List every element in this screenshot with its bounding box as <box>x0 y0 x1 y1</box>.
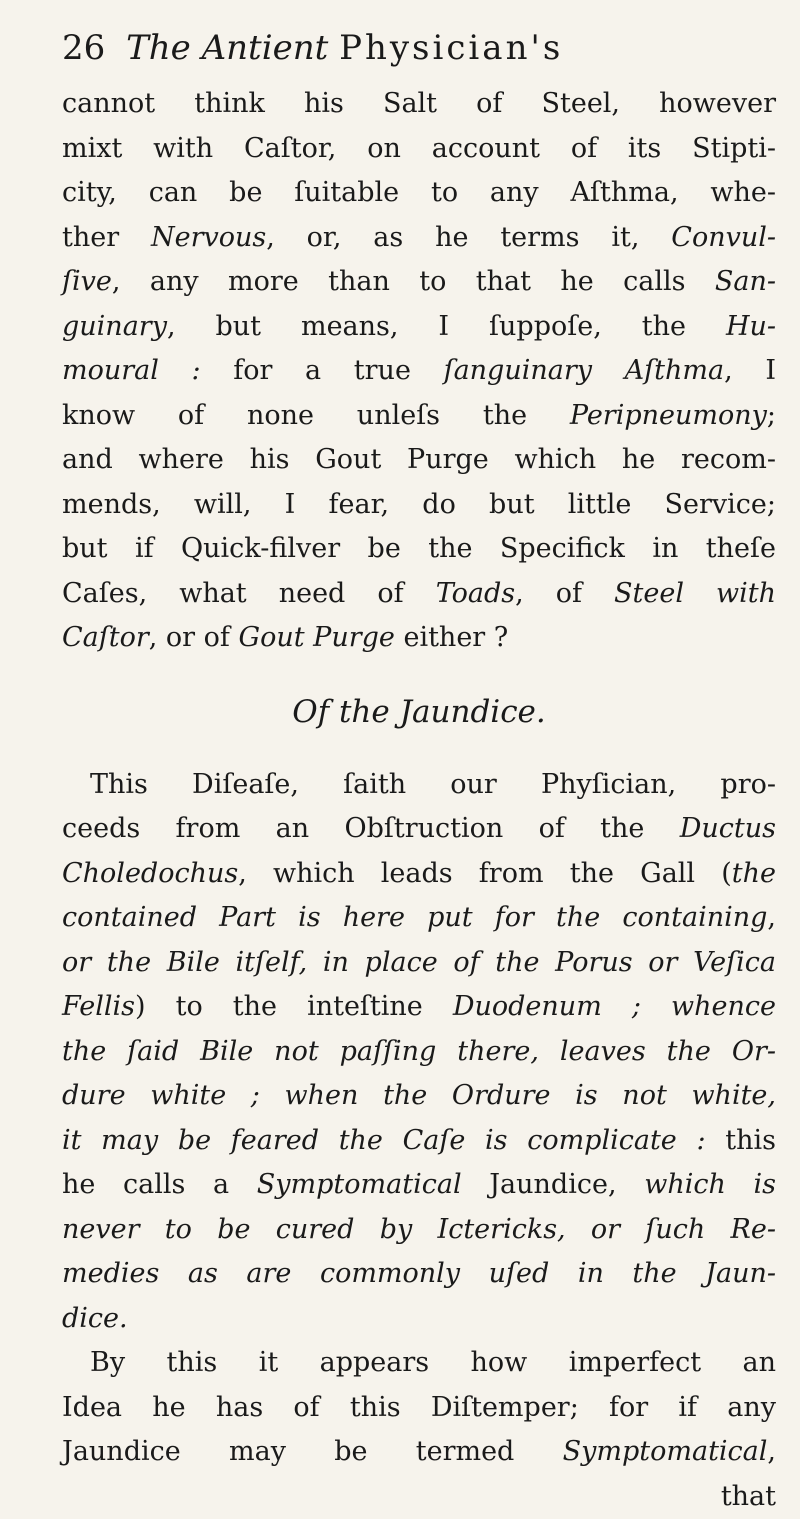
roman-text: Idea he has of this Diſtemper; for if any <box>62 1392 776 1423</box>
italic-text: never to be cured by Ictericks, or ſuch Re- <box>62 1214 776 1245</box>
roman-text: cannot think his Salt of Steel, however <box>62 88 776 119</box>
roman-text: either ? <box>395 622 508 653</box>
text-line <box>62 483 776 528</box>
roman-text: mixt with Caſtor, on account of its Stipti- <box>62 133 776 164</box>
body-text <box>62 82 776 1519</box>
italic-text: Caſtor <box>62 622 149 653</box>
text-line <box>62 171 776 216</box>
italic-text: Hu- <box>726 311 776 342</box>
italic-text: or the Bile itſelf, in place of the Porus or Veſica <box>62 947 776 978</box>
roman-text: he calls a <box>62 1169 257 1200</box>
roman-text: ; <box>767 400 776 431</box>
text-line <box>62 82 776 127</box>
text-line <box>62 1430 776 1475</box>
roman-text: but if Quick-filver be the Specifick in theſe <box>62 533 776 564</box>
italic-text: medies as are commonly uſed in the Jaun- <box>62 1258 776 1289</box>
text-line <box>62 127 776 172</box>
italic-text: ſive <box>62 266 112 297</box>
italic-text: Symptomatical <box>563 1436 768 1467</box>
italic-text: Peripneumony <box>570 400 767 431</box>
italic-text: the ſaid Bile not paſſing there, leaves the Or- <box>62 1036 776 1067</box>
roman-text: , <box>767 1436 776 1467</box>
roman-text: This Diſeaſe, ſaith our Phyſician, pro- <box>90 769 776 800</box>
text-line <box>62 763 776 808</box>
italic-text: dure white ; when the Ordure is not white, <box>62 1080 776 1111</box>
roman-text: Jaundice may be termed <box>62 1436 563 1467</box>
text-line <box>62 1252 776 1297</box>
text-line <box>62 1074 776 1119</box>
roman-text: this <box>706 1125 776 1156</box>
roman-text: city, can be ſuitable to any Aſthma, whe- <box>62 177 776 208</box>
roman-text: know of none unleſs the <box>62 400 570 431</box>
italic-text: Steel with <box>614 578 776 609</box>
text-line <box>62 985 776 1030</box>
roman-text: Caſes, what need of <box>62 578 436 609</box>
text-line <box>62 527 776 572</box>
roman-text: and where his Gout Purge which he recom- <box>62 444 776 475</box>
running-header <box>62 28 762 68</box>
page-number: 26 <box>62 28 105 68</box>
italic-text: the <box>732 858 776 889</box>
italic-text: Convul- <box>671 222 776 253</box>
italic-text: Toads <box>436 578 515 609</box>
roman-text: that <box>721 1481 776 1512</box>
roman-text: , any more than to that he calls <box>112 266 715 297</box>
text-line <box>62 852 776 897</box>
roman-text: mends, will, I fear, do but little Service; <box>62 489 776 520</box>
roman-text: , of <box>515 578 614 609</box>
text-line <box>62 1386 776 1431</box>
italic-text: it may be feared the Caſe is complicate : <box>62 1125 706 1156</box>
header-title-caps: Physician's <box>339 28 563 68</box>
text-line <box>62 216 776 261</box>
roman-text: , or of <box>149 622 239 653</box>
italic-text: Symptomatical <box>257 1169 462 1200</box>
roman-text: ther <box>62 222 151 253</box>
italic-text: Duodenum ; whence <box>453 991 776 1022</box>
text-line <box>62 616 776 661</box>
italic-text: moural : <box>62 355 201 386</box>
text-line <box>62 1208 776 1253</box>
italic-text: dice. <box>62 1303 128 1334</box>
roman-text: , <box>767 902 776 933</box>
roman-text: for a true <box>201 355 444 386</box>
italic-text: Fellis <box>62 991 135 1022</box>
header-title-italic: The Antient <box>126 28 328 68</box>
text-line <box>62 1341 776 1386</box>
text-line <box>62 260 776 305</box>
italic-text: ſanguinary Aſthma <box>444 355 725 386</box>
text-line <box>62 394 776 439</box>
paragraph-jaundice <box>62 763 776 1519</box>
text-line <box>62 896 776 941</box>
text-line <box>62 1475 776 1519</box>
roman-text: , or, as he terms it, <box>266 222 671 253</box>
text-line <box>62 1297 776 1342</box>
text-line <box>62 941 776 986</box>
roman-text: , I <box>724 355 776 386</box>
italic-text: guinary <box>62 311 167 342</box>
roman-text: By this it appears how imperfect an <box>90 1347 776 1378</box>
text-line <box>62 305 776 350</box>
text-line <box>62 807 776 852</box>
italic-text: Ductus <box>680 813 776 844</box>
italic-text: Gout Purge <box>239 622 395 653</box>
text-line <box>62 349 776 394</box>
text-line <box>62 1030 776 1075</box>
roman-text: Jaundice, <box>462 1169 645 1200</box>
italic-text: Nervous <box>151 222 266 253</box>
italic-text: San- <box>715 266 776 297</box>
roman-text: , which leads from the Gall ( <box>238 858 732 889</box>
text-line <box>62 1163 776 1208</box>
italic-text: Choledochus <box>62 858 238 889</box>
roman-text: , but means, I ſuppoſe, the <box>167 311 726 342</box>
roman-text: ceeds from an Obſtruction of the <box>62 813 680 844</box>
text-line <box>62 1119 776 1164</box>
italic-text: which is <box>644 1169 776 1200</box>
paragraph-asthma <box>62 82 776 661</box>
italic-text: contained Part is here put for the containing <box>62 902 767 933</box>
text-line <box>62 438 776 483</box>
roman-text: ) to the inteſtine <box>135 991 453 1022</box>
section-heading: Of the Jaundice. <box>62 675 776 749</box>
text-line <box>62 572 776 617</box>
